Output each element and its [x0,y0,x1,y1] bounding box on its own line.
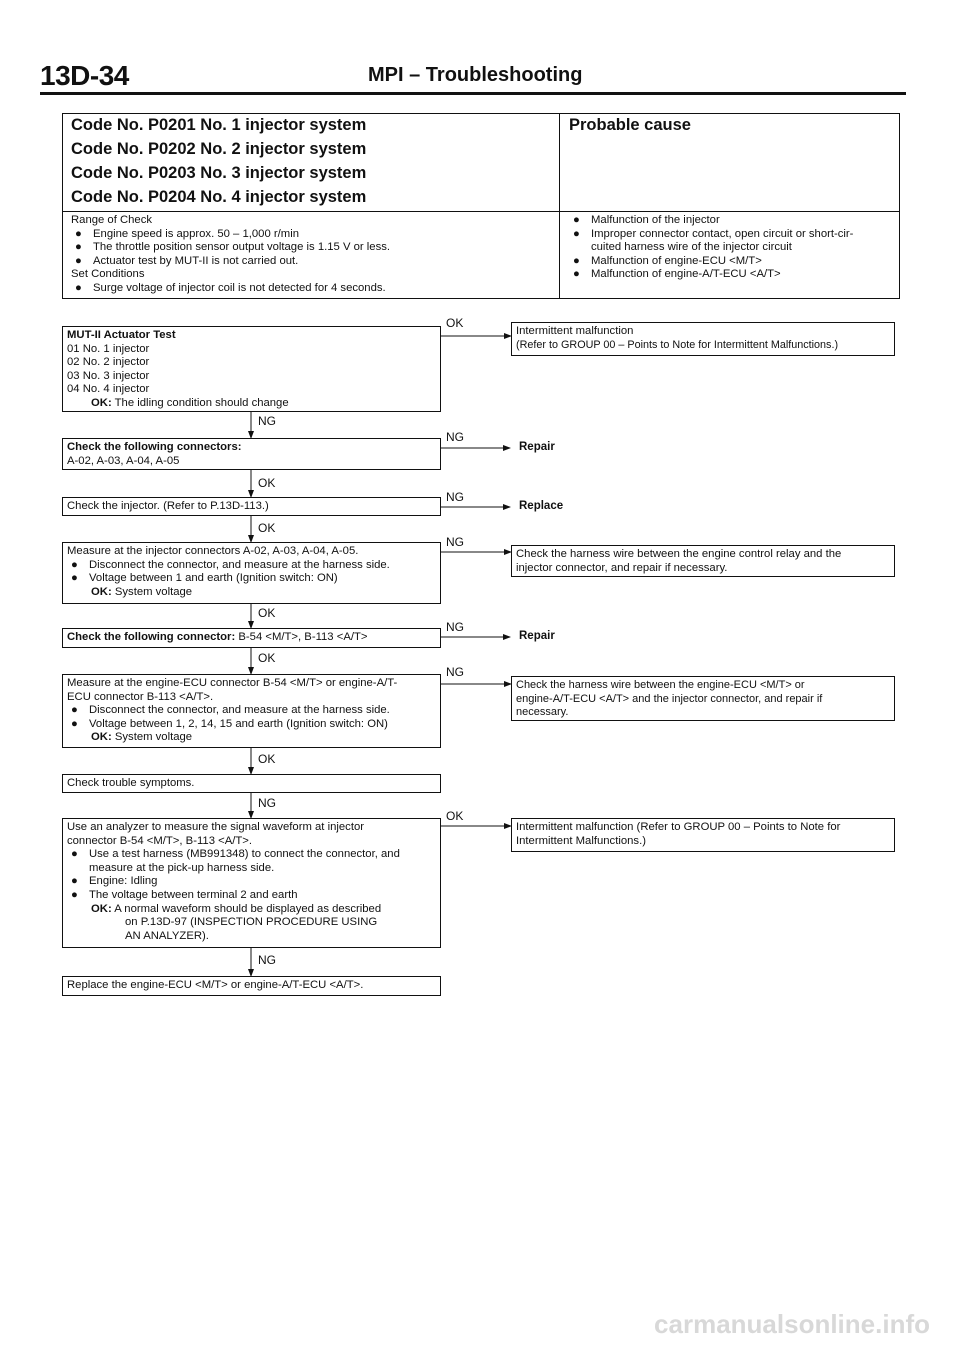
step-line: Use an analyzer to measure the signal waveform at injector [67,821,365,833]
result-line: Intermittent malfunction [516,325,634,337]
action-repair: Repair [519,441,555,453]
result-line: Intermittent Malfunctions.) [516,834,646,847]
label-ng: NG [446,665,464,679]
ok-label: OK: [91,396,112,409]
label-ok: OK [446,316,464,330]
cause-item: Malfunction of the injector [591,214,720,226]
probable-cause-title: Probable cause [569,116,691,134]
action-repair: Repair [519,630,555,642]
label-ok: OK [258,752,276,766]
range-item: Actuator test by MUT-II is not carried out. [93,254,299,267]
result-line: engine-A/T-ECU <A/T> and the injector connector, and repair if [516,692,823,705]
label-ng: NG [258,414,276,428]
set-condition-item: Surge voltage of injector coil is not detected for 4 seconds. [93,281,386,294]
step-replace-ecu [62,976,441,996]
code-title: Code No. P0203 No. 3 injector system [71,164,367,182]
label-ng: NG [446,430,464,444]
step-line: Disconnect the connector, and measure at the harness side. [89,558,390,571]
page-title: MPI – Troubleshooting [368,64,583,86]
step-line: Use a test harness (MB991348) to connect the connector, and [89,848,400,861]
cause-item: Improper connector contact, open circuit or short-cir- [591,227,854,240]
ok-label: OK: [91,585,112,598]
watermark: carmanualsonline.info [654,1309,930,1339]
label-ng: NG [446,490,464,504]
ok-text: AN ANALYZER). [125,929,209,942]
result-line: Check the harness wire between the engine-ECU <M/T> or [516,679,805,691]
page-number: 13D-34 [40,60,129,91]
step-line: 04 No. 4 injector [67,383,150,396]
step-line: connector B-54 <M/T>, B-113 <A/T>. [67,834,253,847]
step-line: Check the injector. (Refer to P.13D-113.) [67,500,269,512]
cause-item: Malfunction of engine-ECU <M/T> [591,254,762,267]
result-intermittent-1 [511,322,895,356]
step-measure-ecu-connector: Measure at the engine-ECU connector B-54 <M/T> or engine-A/T- ECU connector B-113 <A/T>. ● Disconnect the connector, and measure at the harness side. ● Voltage between 1, 2, 14, 15 and earth (Ignition switch: ON) OK: System voltage [62,674,441,748]
label-ng: NG [446,620,464,634]
cause-item: Malfunction of engine-A/T-ECU <A/T> [591,268,781,281]
code-title: Code No. P0201 No. 1 injector system [71,116,367,134]
step-title: MUT-II Actuator Test [67,329,176,341]
step-line: measure at the pick-up harness side. [89,861,275,874]
step-actuator-test [62,326,441,412]
step-line: 02 No. 2 injector [67,356,150,369]
step-check-connectors [62,438,441,470]
label-ng: NG [258,953,276,967]
ok-text: System voltage [114,585,193,598]
label-ok: OK [446,809,464,823]
step-measure-injector-connectors: Measure at the injector connectors A-02, A-03, A-04, A-05. ● Disconnect the connector, and measure at the harness side. ● Voltage between 1 and earth (Ignition switch: ON) OK: System voltage [62,542,441,604]
label-ng: NG [258,796,276,810]
step-line: Replace the engine-ECU <M/T> or engine-A/T-ECU <A/T>. [67,979,364,991]
step-line: ECU connector B-113 <A/T>. [67,690,214,703]
step-line: Voltage between 1, 2, 14, 15 and earth (Ignition switch: ON) [89,717,388,730]
step-line: Measure at the engine-ECU connector B-54 <M/T> or engine-A/T- [67,677,398,689]
range-of-check: Range of Check ● Engine speed is approx. 50 – 1,000 r/min ● The throttle position sensor output voltage is 1.15 V or less. ● Actuator test by MUT-II is not carried out. Set Conditions ● Surge voltage of injector coil is not detected for 4 seconds. [71,214,391,294]
label-ok: OK [258,521,276,535]
range-item: The throttle position sensor output voltage is 1.15 V or less. [93,241,391,254]
step-line: A-02, A-03, A-04, A-05 [67,454,180,467]
result-line: necessary. [516,706,569,719]
label-ok: OK [258,476,276,490]
set-conditions-title: Set Conditions [71,268,145,281]
ok-text: A normal waveform should be displayed as described [114,902,382,915]
range-item: Engine speed is approx. 50 – 1,000 r/min [93,227,299,240]
ok-label: OK: [91,902,112,915]
label-ok: OK [258,651,276,665]
step-check-symptoms [62,774,441,793]
result-intermittent-2 [511,818,895,852]
step-line: The voltage between terminal 2 and earth [89,888,298,901]
step-line: 01 No. 1 injector [67,342,150,355]
code-title: Code No. P0204 No. 4 injector system [71,188,367,206]
step-analyzer-waveform: Use an analyzer to measure the signal waveform at injector connector B-54 <M/T>, B-113 <A/T>. ● Use a test harness (MB991348) to connect the connector, and measure at the pick-up harness side. ● Engine: Idling ● The voltage between terminal 2 and earth OK: A normal waveform should be displayed as described on P.13D-97 (INSPECTION PROCEDURE USING AN ANALYZER). [62,818,441,948]
step-title: Check the following connectors: [67,441,242,453]
step-check-injector [62,497,441,516]
label-ok: OK [258,606,276,620]
step-line: Voltage between 1 and earth (Ignition switch: ON) [89,572,338,585]
code-title: Code No. P0202 No. 2 injector system [71,140,367,158]
step-line: Disconnect the connector, and measure at the harness side. [89,704,390,717]
result-check-harness-ecu [511,676,895,721]
result-line: Check the harness wire between the engine control relay and the [516,548,842,560]
step-line: Measure at the injector connectors A-02, A-03, A-04, A-05. [67,545,359,557]
step-line: Check trouble symptoms. [67,777,195,789]
result-line: (Refer to GROUP 00 – Points to Note for Intermittent Malfunctions.) [516,338,839,351]
action-replace: Replace [519,500,564,512]
step-title: Check the following connector: [67,631,236,643]
result-line: Intermittent malfunction (Refer to GROUP 00 – Points to Note for [516,821,841,833]
step-line: Engine: Idling [89,875,158,888]
probable-causes: ● Malfunction of the injector ● Improper connector contact, open circuit or short-cir- cuited harness wire of the injector circuit ● Malfunction of engine-ECU <M/T> ● Malfunction of engine-A/T-ECU <A/T> [569,214,853,282]
cause-item-cont: cuited harness wire of the injector circuit [591,241,792,254]
range-title: Range of Check [71,214,153,226]
step-line: B-54 <M/T>, B-113 <A/T> [238,631,368,643]
result-check-harness-relay [511,545,895,577]
label-ng: NG [446,535,464,549]
result-line: injector connector, and repair if necessary. [516,561,728,574]
step-line: 03 No. 3 injector [67,369,150,382]
ok-text: System voltage [114,731,193,744]
ok-text: The idling condition should change [114,396,289,409]
ok-text: on P.13D-97 (INSPECTION PROCEDURE USING [125,916,378,929]
ok-label: OK: [91,731,112,744]
step-check-connector-ecu [62,628,441,648]
